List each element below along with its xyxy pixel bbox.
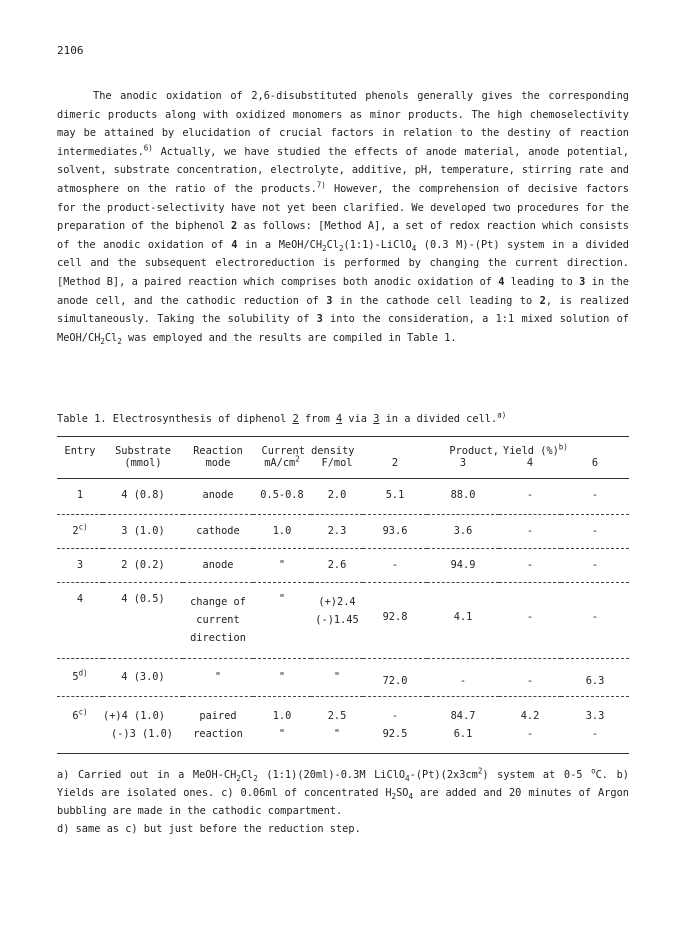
table-row: 1 4 (0.8) anode 0.5-0.8 2.0 5.1 88.0 - - [57,479,629,515]
header-product-6: 6 [591,457,599,469]
subscript: 4 [411,243,417,253]
text-run: Cl [104,331,118,344]
text-run: in the anode cell, and the cathodic reduction of [57,275,629,307]
compound-number: 2 [539,294,546,307]
text-run: Cl [326,238,340,251]
compound-number: 4 [231,238,238,251]
caption-text: Table 1. Electrosynthesis of diphenol [57,413,293,425]
table-row: 2$^{c)}$ 3 (1.0) cathode 1.0 2.3 93.6 3.6 - - [57,515,629,549]
header-current-density: Current density [261,445,355,457]
table-footnotes [57,766,629,838]
text-run: (0.3 M)-(Pt) system in a divided cell and the subsequent electroreduction is performed by changing the current direction. [Method B], a paired reaction which comprises both anodic oxidation of [57,238,630,288]
results-table [57,436,629,754]
header-unit-fmol: F/mol [321,457,353,469]
text-run: as follows: [Method A], a set of redox reaction which consists of the anodic oxidation of [57,220,629,251]
footnote-d: d) same as c) but just before the reduction step. [57,823,361,835]
compound-number: 2 [231,220,238,233]
caption-compound: 3 [373,413,380,425]
subscript: 2 [322,243,327,253]
header-product-3: 3 [459,457,467,469]
header-product-2: 2 [391,457,399,469]
header-yield: Yield (%)$^{b)}$ [503,442,568,457]
subscript: 2 [100,336,105,346]
body-paragraph [57,87,629,347]
text-run: However, the comprehension of decisive factors for the product-selectivity have not yet been clarified. We developed two procedures for the preparation of the biphenol [57,182,629,233]
header-reaction: Reaction [193,445,243,457]
text-run: (1:1)-LiClO [343,238,412,251]
header-unit-ma: $mA/cm^2$ [264,454,300,469]
caption-compound: 2 [292,413,299,425]
table-caption [57,411,629,427]
text-run: in the cathode cell leading to [332,294,540,307]
caption-text: in a divided cell. [379,413,498,425]
text-run: The anodic oxidation of 2,6-disubstituted phenols generally gives the corresponding dimeric products along with oxidized monomers as minor products. The high chemoselectivity may be attained by elucidation of crucial factors in relation to the destiny of reaction intermediates. [57,90,629,158]
header-entry: Entry [64,445,96,457]
header-product: Product, [449,445,499,457]
table-subheader-row [57,457,629,479]
text-run: in a MeOH/CH [237,238,323,251]
caption-text: from [298,413,336,425]
page-number: 2106 [57,44,84,57]
compound-number: 3 [326,294,333,307]
caption-compound: 4 [335,413,343,425]
reference-7: 7) [316,180,326,190]
compound-number: 3 [579,275,586,288]
header-substrate-unit: (mmol) [124,457,162,469]
caption-footnote-mark: a) [497,410,507,420]
reference-6: 6) [143,143,153,153]
header-reaction-mode: mode [205,457,231,469]
compound-number: 3 [316,313,323,326]
header-product-4: 4 [526,457,534,469]
table-row: 5$^{d)}$ 4 (3.0) " " " 72.0 - - 6.3 [57,659,629,697]
footnote-abc: a) Carried out in a MeOH-$CH_2Cl_2$ (1:1)(20ml)-0.3M $LiClO_4-(Pt)(2x3cm^2)$ system at 0-5 $^o$C. b) Yields are isolated ones. c) 0.06ml of concentrated $H_2SO_4$ are added and 20 minutes of Argon bubbling are made in the cathodic compartment. [57,766,630,817]
table-row: 6$^{c)}$ (+)4 (1.0) (-)3 (1.0) paired reaction 1.0 " 2.5 " - 92.5 84.7 6.1 4.2 - 3.3 - [57,697,629,754]
compound-number: 4 [498,275,505,288]
subscript: 2 [339,243,344,253]
text-run: Actually, we have studied the effects of anode material, anode potential, solvent, substrate concentration, electrolyte, additive, pH, temperature, stirring rate and atmosphere on the ratio of the products. [57,145,629,195]
table-header-row [57,437,629,458]
text-run: , is realized simultaneously. Taking the solubility of [57,294,629,326]
caption-text: via [342,413,374,425]
text-run: into the consideration, a 1:1 mixed solution of MeOH/CH [57,313,629,344]
text-run: was employed and the results are compiled in Table 1. [121,331,457,344]
text-run: leading to [504,275,580,288]
table-row: 3 2 (0.2) anode " 2.6 - 94.9 - - [57,549,629,583]
header-substrate: Substrate [115,445,171,457]
table-row: 4 4 (0.5) change of current direction " (+)2.4 (-)1.45 92.8 4.1 - - [57,583,629,659]
subscript: 2 [117,336,122,346]
